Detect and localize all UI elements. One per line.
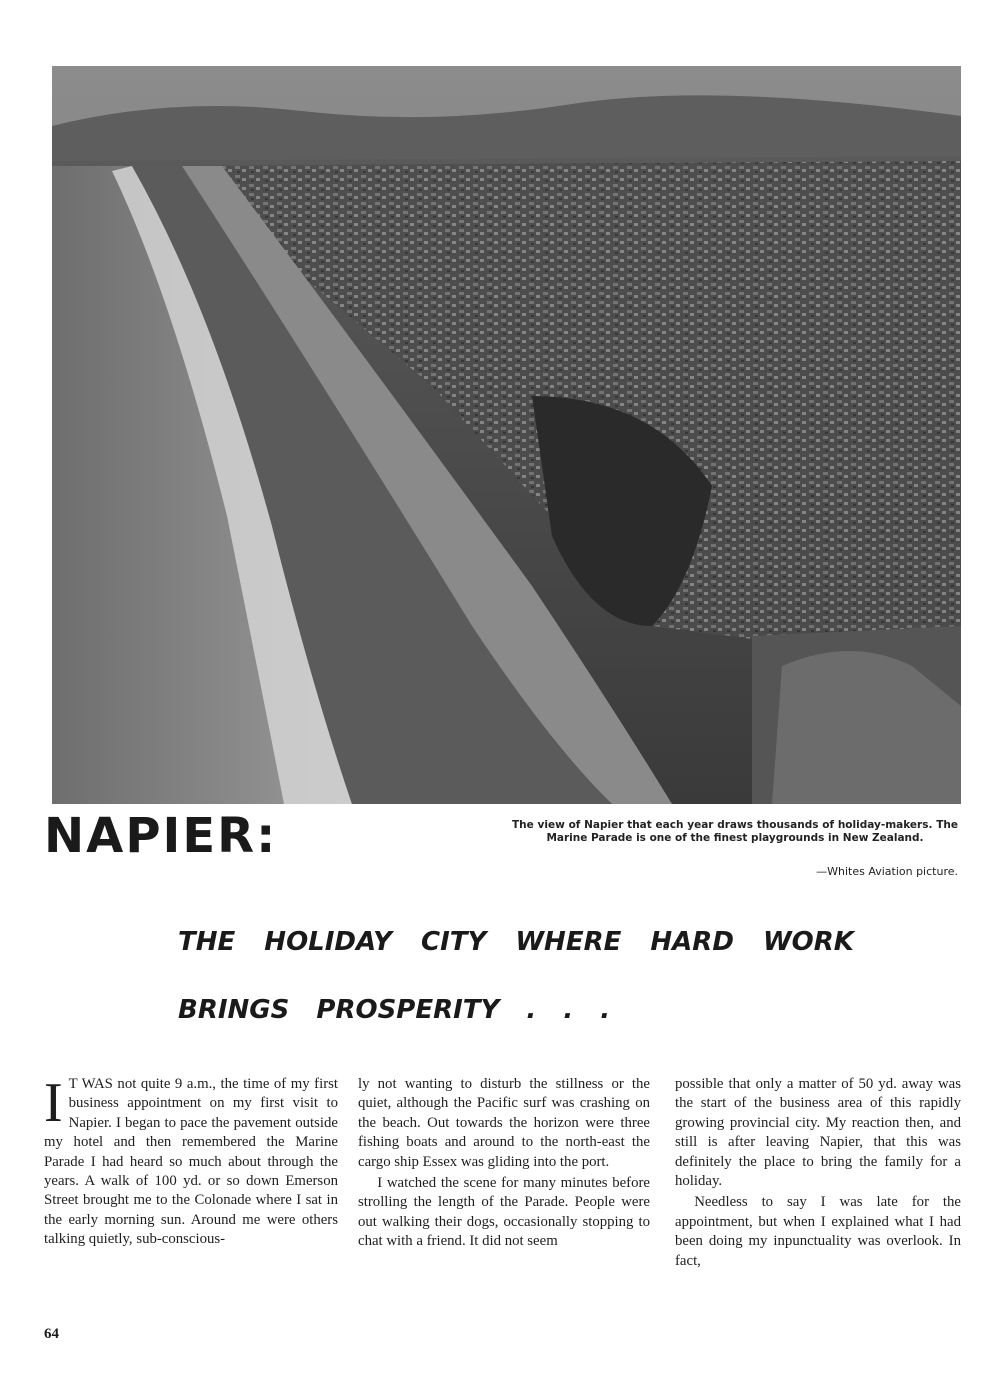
aerial-photo-icon <box>52 66 961 804</box>
article-column-2 <box>358 1075 650 1252</box>
aerial-photo <box>52 66 961 804</box>
column-1-text: T WAS not quite 9 a.m., the time of my first business appointment on my first visit to Napier. I began to pace the pavement outside my hotel and then remembered the Marine Parade I had heard so much about through the years. A walk of 100 yd. or so down Emerson Street brought me to the Colonade where I sat in the early morning sun. Around me were others talking quietly, sub-conscious- <box>44 1076 338 1248</box>
photo-credit: —Whites Aviation picture. <box>816 865 958 878</box>
page-number: 64 <box>44 1326 59 1342</box>
article-column-3 <box>675 1075 961 1271</box>
subhead-line-2: BRINGS PROSPERITY . . . <box>178 995 611 1025</box>
headline: NAPIER: <box>44 808 278 864</box>
drop-cap: I <box>44 1072 63 1134</box>
column-3-paragraph-1: possible that only a matter of 50 yd. away was the start of the business area of this rapidly growing provincial city. My reaction then, and still is after leaving Napier, that this was definitely the place to bring the family for a holiday. <box>675 1076 961 1190</box>
article-column-1 <box>44 1072 338 1250</box>
column-2-paragraph-2: I watched the scene for many minutes before strolling the length of the Parade. People were out walking their dogs, occasionally stopping to chat with a friend. It did not seem <box>358 1175 650 1250</box>
photo-caption: The view of Napier that each year draws thousands of holiday-makers. The Marine Parade is one of the finest playgrounds in New Zealand. <box>512 819 958 844</box>
subhead-line-1: THE HOLIDAY CITY WHERE HARD WORK <box>178 927 854 957</box>
column-2-paragraph-1: ly not wanting to disturb the stillness or the quiet, although the Pacific surf was crashing on the beach. Out towards the horizon were three fishing boats and around to the north-east the cargo ship Essex was gliding into the port. <box>358 1076 650 1170</box>
column-3-paragraph-2: Needless to say I was late for the appointment, but when I explained what I had been doing my inpunctuality was overlook. In fact, <box>675 1194 961 1269</box>
